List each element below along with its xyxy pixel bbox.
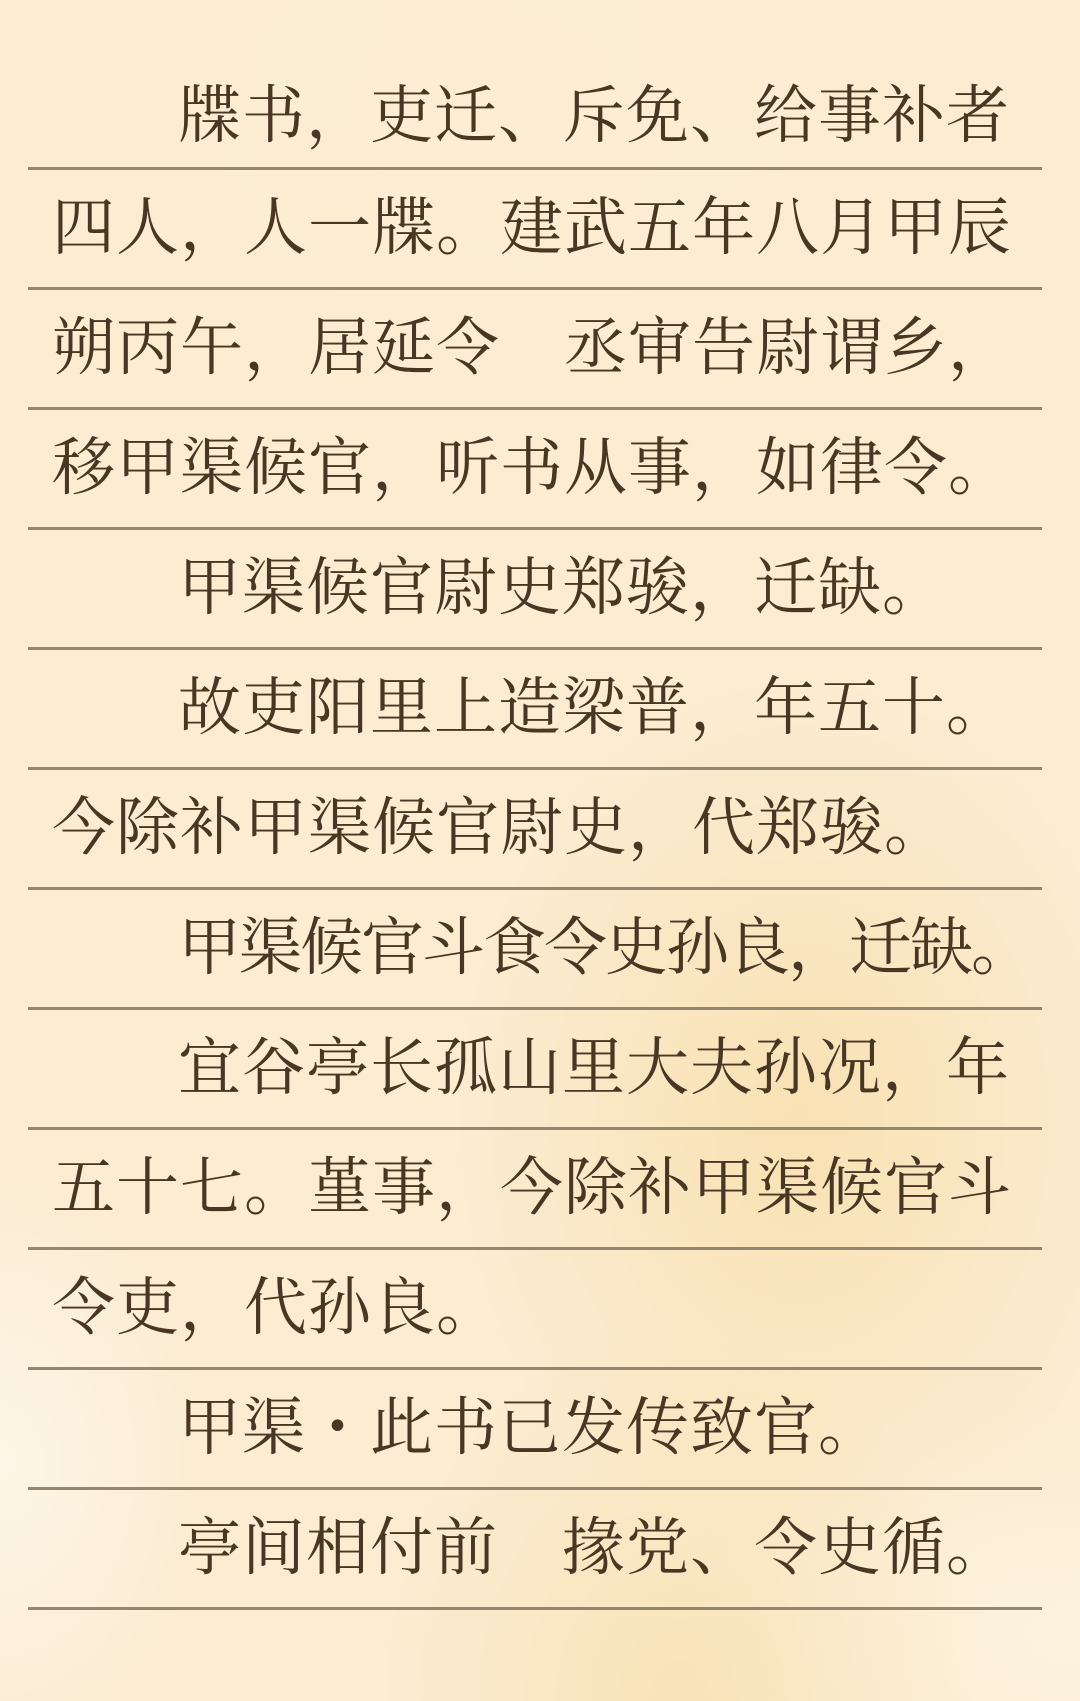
- line-text: 甲渠候官尉史郑骏，迁缺。: [178, 552, 946, 623]
- line-text: 今除补甲渠候官尉史，代郑骏。: [52, 792, 948, 863]
- text-row: [28, 770, 1042, 887]
- text-row: [28, 1250, 1042, 1367]
- line-text: 甲渠候官斗食令史孙良，迁缺。: [178, 912, 1032, 983]
- line-text: 牒书，吏迁、斥免、给事补者: [178, 80, 1010, 151]
- line-text: 移甲渠候官，听书从事，如律令。: [52, 432, 1012, 503]
- text-row: [28, 0, 1042, 167]
- line-text: 亭间相付前 掾党、令史循。: [178, 1512, 1010, 1583]
- text-row: [28, 1490, 1042, 1607]
- line-text: 四人，人一牒。建武五年八月甲辰: [52, 192, 1012, 263]
- horizontal-rule: [28, 1607, 1042, 1610]
- line-text: 朔丙午，居延令 丞审告尉谓乡，: [52, 312, 1012, 383]
- document-body: [28, 0, 1042, 1610]
- text-row: [28, 890, 1042, 1007]
- text-row: [28, 1370, 1042, 1487]
- text-row: [28, 410, 1042, 527]
- text-row: [28, 530, 1042, 647]
- line-text: 甲渠・此书已发传致官。: [178, 1392, 882, 1463]
- line-text: 故吏阳里上造梁普，年五十。: [178, 672, 1010, 743]
- line-text: 五十七。堇事，今除补甲渠候官斗: [52, 1152, 1012, 1223]
- text-row: [28, 650, 1042, 767]
- text-row: [28, 290, 1042, 407]
- line-text: 宜谷亭长孤山里大夫孙况，年: [178, 1032, 1010, 1103]
- text-row: [28, 1010, 1042, 1127]
- line-text: 令吏，代孙良。: [52, 1272, 500, 1343]
- text-row: [28, 170, 1042, 287]
- text-row: [28, 1130, 1042, 1247]
